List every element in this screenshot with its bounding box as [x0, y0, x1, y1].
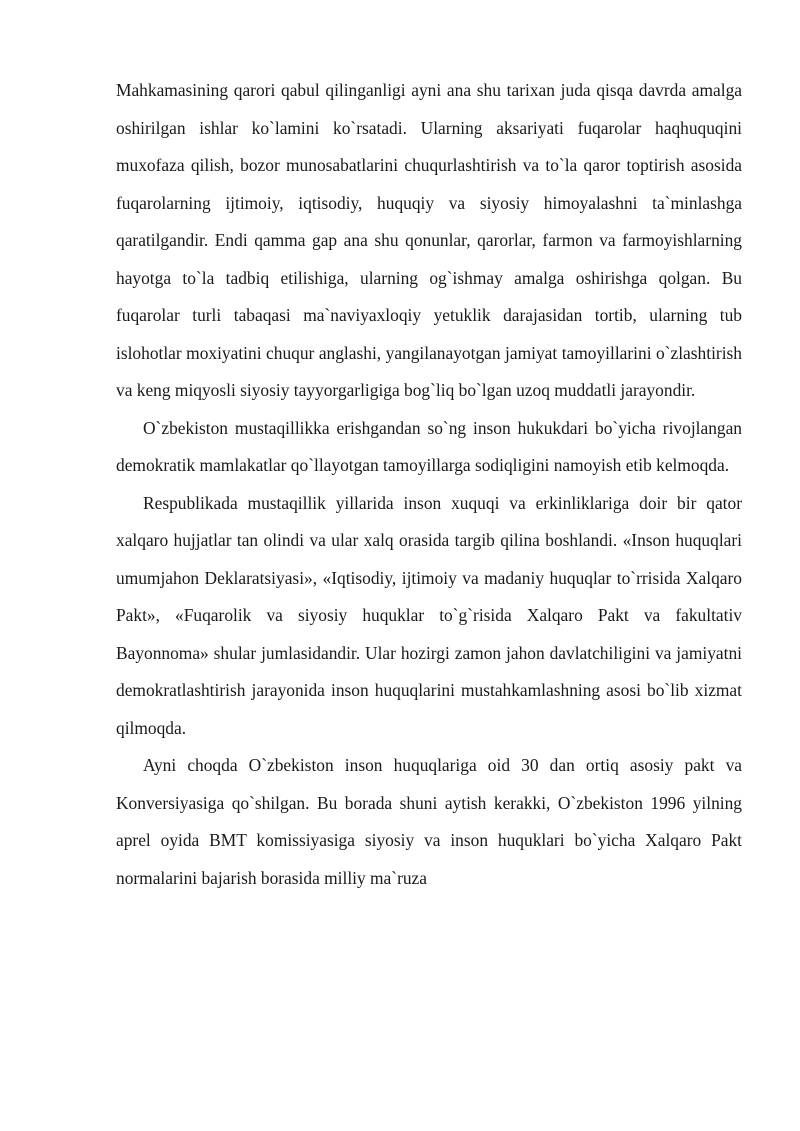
paragraph-conventions: Ayni choqda O`zbekiston inson huquqlariga oid 30 dan ortiq asosiy pakt va Konversiyasiga qo`shilgan. Bu borada shuni aytish kerakki, O`zbekiston 1996 yilning aprel oyida BMT komissiyasiga siyosiy va inson huquklari bo`yicha Xalqaro Pakt normalarini bajarish borasida milliy ma`ruza — [116, 755, 742, 888]
document-page — [116, 72, 742, 897]
paragraph-international-documents: Respublikada mustaqillik yillarida inson xuquqi va erkinliklariga doir bir qator xalqaro hujjatlar tan olindi va ular xalq orasida targib qilina boshlandi. «Inson huquqlari umumjahon Deklaratsiyasi», «Iqtisodiy, ijtimoiy va madaniy huquqlar to`rrisida Xalqaro Pakt», «Fuqarolik va siyosiy huquklar to`g`risida Xalqaro Pakt va fakultativ Bayonnoma» shular jumlasidandir. Ular hozirgi zamon jahon davlatchiligini va jamiyatni demokratlashtirish jarayonida inson huquqlarini mustahkamlashning asosi bo`lib xizmat qilmoqda. — [116, 492, 742, 738]
paragraph-continued: Mahkamasining qarori qabul qilinganligi ayni ana shu tarixan juda qisqa davrda amalga oshirilgan ishlar ko`lamini ko`rsatadi. Ularning aksariyati fuqarolar haqhuquqini muxofaza qilish, bozor munosabatlarini chuqurlashtirish va to`la qaror toptirish asosida fuqarolarning ijtimoiy, iqtisodiy, huquqiy va siyosiy himoyalashni ta`minlashga qaratilgandir. Endi qamma gap ana shu qonunlar, qarorlar, farmon va farmoyishlarning hayotga to`la tadbiq etilishiga, ularning og`ishmay amalga oshirishga qolgan. Bu fuqarolar turli tabaqasi ma`naviyaxloqiy yetuklik darajasidan tortib, ularning tub islohotlar moxiyatini chuqur anglashi, yangilanayotgan jamiyat tamoyillarini o`zlashtirish va keng miqyosli siyosiy tayyorgarligiga bog`liq bo`lgan uzoq muddatli jarayondir. — [116, 80, 742, 400]
paragraph-commitment: O`zbekiston mustaqillikka erishgandan so`ng inson hukukdari bo`yicha rivojlangan demokratik mamlakatlar qo`llayotgan tamoyillarga sodiqligini namoyish etib kelmoqda. — [116, 417, 742, 475]
